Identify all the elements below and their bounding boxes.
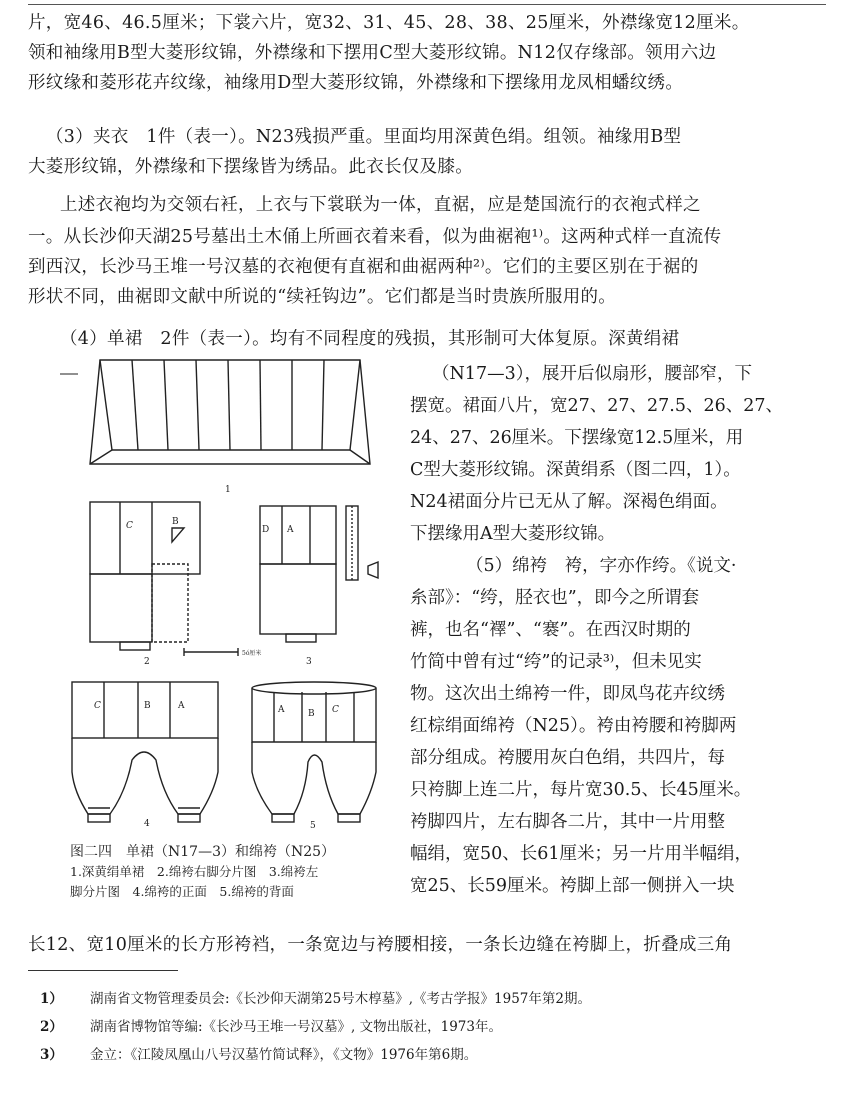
text-line: 红棕绢面绵袴（N25）。袴由袴腰和袴脚两	[410, 716, 737, 736]
fig-label-2: 2	[144, 657, 150, 667]
text-line: 上述衣袍均为交领右衽，上衣与下裳联为一体，直裾，应是楚国流行的衣袍式样之	[60, 195, 701, 215]
text-line: 物。这次出土绵袴一件，即凤鸟花卉纹绣	[410, 684, 725, 704]
text-line: C型大菱形纹锦。深黄绢系（图二四，1）。	[410, 460, 741, 480]
text-line: 袴脚四片，左右脚各二片，其中一片用整	[410, 812, 725, 832]
footnote-2	[40, 1016, 502, 1038]
text-line: 形状不同，曲裾即文献中所说的“续衽钩边”。它们都是当时贵族所服用的。	[28, 287, 617, 307]
figure-caption-title: 图二四 单裙（N17—3）和绵袴（N25）	[70, 844, 336, 860]
text-line: 下摆缘用A型大菱形纹锦。	[410, 524, 616, 544]
fig-label-b: B	[172, 517, 179, 527]
text-line: 领和袖缘用B型大菱形纹锦，外襟缘和下摆用C型大菱形纹锦。N12仅存缘部。领用六边	[28, 43, 717, 63]
text-line: 糸部》：“绔，胫衣也”，即今之所谓套	[410, 588, 700, 608]
text-line: （5）绵袴 袴，字亦作绔。《说文·	[466, 556, 737, 576]
paragraph-last	[28, 930, 828, 960]
paragraph-p2	[46, 122, 828, 152]
fig-label-1: 1	[225, 485, 231, 495]
footnote-text: 湖南省博物馆等编:《长沙马王堆一号汉墓》, 文物出版社，1973年。	[90, 1019, 502, 1035]
text-line: 宽25、长59厘米。袴脚上部一侧拼入一块	[410, 876, 735, 896]
fig-label-a: A	[278, 705, 285, 715]
top-rule	[28, 4, 826, 5]
text-line: 部分组成。袴腰用灰白色绢，共四片，每	[410, 748, 725, 768]
text-line: 片，宽46、46.5厘米；下裳六片，宽32、31、45、28、38、25厘米，外襟缘宽12厘米。	[28, 13, 750, 33]
text-line: N24裙面分片已无从了解。深褐色绢面。	[410, 492, 728, 512]
text-line: 幅绢，宽50、长61厘米；另一片用半幅绢，	[410, 844, 753, 864]
fig-label-c: C	[126, 521, 133, 531]
footnote-rule	[28, 970, 178, 971]
fig-label-c: C	[332, 705, 339, 715]
paragraph-p3	[60, 190, 828, 220]
text-line: （N17—3），展开后似扇形，腰部窄，下	[432, 364, 752, 384]
text-line: 裤，也名“襗”、“褰”。在西汉时期的	[410, 620, 691, 640]
fig-label-b: B	[308, 709, 315, 719]
paragraph-p4	[60, 324, 828, 354]
text-line: 竹简中曾有过“绔”的记录³⁾，但未见实	[410, 652, 702, 672]
footnote-text: 湖南省文物管理委员会:《长沙仰天湖第25号木椁墓》,《考古学报》1957年第2期。	[90, 991, 591, 1007]
fig-label-5: 5	[310, 821, 316, 831]
fig-label-d: D	[262, 525, 270, 535]
left-leg-pieces-drawing	[260, 506, 378, 642]
scale-label: 5ó厘米	[242, 650, 262, 657]
trousers-back-drawing	[252, 682, 376, 822]
text-line: 形纹缘和菱形花卉纹缘，袖缘用D型大菱形纹锦，外襟缘和下摆缘用龙凤相蟠纹绣。	[28, 73, 684, 93]
footnote-number: 2）	[40, 1019, 63, 1035]
footnote-1	[40, 988, 591, 1010]
text-line: 只袴脚上连二片，每片宽30.5、长45厘米。	[410, 780, 752, 800]
scale-bar	[184, 648, 238, 656]
text-line: 长12、宽10厘米的长方形袴裆，一条宽边与袴腰相接，一条长边缝在袴脚上，折叠成三角	[28, 935, 733, 955]
text-line: 摆宽。裙面八片，宽27、27、27.5、26、27、	[410, 396, 784, 416]
figure-24-drawing	[60, 352, 400, 842]
right-column-text	[410, 358, 830, 902]
right-leg-pieces-drawing	[90, 502, 200, 650]
fig-label-b: B	[144, 701, 151, 711]
footnote-number: 1）	[40, 991, 63, 1007]
text-line: （3）夹衣 1件（表一）。N23残损严重。里面均用深黄色绢。组领。袖缘用B型	[46, 127, 682, 147]
text-line: 大菱形纹锦，外襟缘和下摆缘皆为绣品。此衣长仅及膝。	[28, 157, 473, 177]
text-line: 到西汉，长沙马王堆一号汉墓的衣袍便有直裾和曲裾两种²⁾。它们的主要区别在于裾的	[28, 257, 699, 277]
fig-label-a: A	[178, 701, 185, 711]
paragraph-p2-cont	[28, 152, 828, 182]
fig-label-a: A	[287, 525, 294, 535]
text-line: 24、27、26厘米。下摆缘宽12.5厘米，用	[410, 428, 744, 448]
figure-caption-line: 脚分片图 4.绵袴的正面 5.绵袴的背面	[70, 884, 294, 899]
footnote-number: 3）	[40, 1047, 63, 1063]
fig-label-4: 4	[144, 819, 150, 829]
paragraph-p1	[28, 8, 828, 98]
text-line: 一。从长沙仰天湖25号墓出土木俑上所画衣着来看，似为曲裾袍¹⁾。这两种式样一直流传	[28, 227, 722, 247]
footnote-3	[40, 1044, 477, 1066]
skirt-drawing	[60, 360, 370, 464]
figure-caption-line: 1.深黄绢单裙 2.绵袴右脚分片图 3.绵袴左	[70, 864, 319, 879]
fig-label-3: 3	[306, 657, 312, 667]
paragraph-p3-cont	[28, 222, 828, 312]
figure-caption	[70, 842, 400, 902]
text-line: （4）单裙 2件（表一）。均有不同程度的残损，其形制可大体复原。深黄绢裙	[60, 329, 680, 349]
footnote-text: 金立：《江陵凤凰山八号汉墓竹简试释》，《文物》1976年第6期。	[90, 1047, 478, 1063]
fig-label-c: C	[94, 701, 101, 711]
